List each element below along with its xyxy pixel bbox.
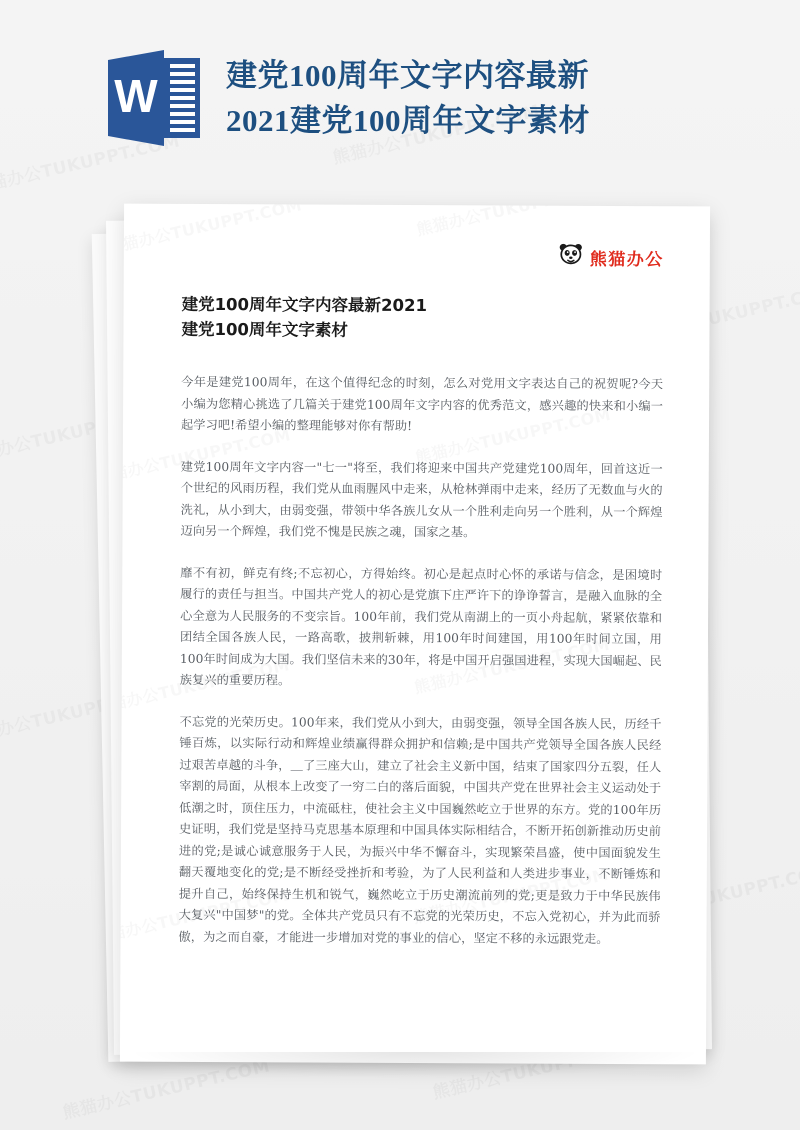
svg-text:W: W [114, 69, 158, 122]
document-heading [181, 292, 663, 344]
document-sheet-front[interactable] [120, 204, 710, 1065]
document-page-content [120, 204, 710, 1065]
brand-logo-label: 熊猫办公 [589, 249, 664, 270]
page-title-line-2: 2021建党100周年文字素材 [226, 102, 590, 138]
document-heading-line-2: 建党100周年文字素材 [181, 319, 348, 340]
page-title-line-1: 建党100周年文字内容最新 [226, 57, 589, 93]
brand-logo [182, 242, 664, 270]
document-body [178, 372, 663, 950]
header-banner [0, 0, 800, 195]
panda-logo-icon [559, 243, 583, 271]
document-paragraph: 今年是建党100周年，在这个值得纪念的时刻，怎么对党用文字表达自己的祝贺呢?今天小编为您精心挑选了几篇关于建党100周年文字内容的优秀范文，感兴趣的快来和小编一起学习吧!希望小编的整理能够对你有帮助! [180, 374, 664, 433]
stack-drop-shadow [135, 1052, 695, 1078]
document-paragraph: 不忘党的光荣历史。100年来，我们党从小到大，由弱变强，领导全国各族人民，历经千锤百炼，以实际行动和辉煌业绩赢得群众拥护和信赖;是中国共产党领导全国各族人民经过艰苦卓越的斗争，＿了三座大山，建立了社会主义新中国，结束了国家四分五裂，任人宰割的局面，从根本上改变了一穷二白的落后面貌，中国共产党在世界社会主义运动处于低潮之时，顶住压力，中流砥柱，使社会主义中国巍然屹立于世界的东方。党的100年历史证明，我们党是坚持马克思基本原理和中国具体实际相结合，不断开拓创新推动历史前进的党;是诚心诚意服务于人民，为振兴中华不懈奋斗，实现繁荣昌盛，使中国面貌发生翻天覆地变化的党;是不断经受挫折和考验，为了人民利益和人类进步事业，不断锤炼和提升自己，始终保持生机和锐气，巍然屹立于历史潮流前列的党;更是致力于中华民族伟大复兴"中国梦"的党。全体共产党员只有不忘党的光荣历史，不忘入党初心，并为此而骄傲，为之而自豪，才能进一步增加对党的事业的信心，坚定不移的永远跟党走。 [178, 714, 662, 946]
header-title-group [226, 53, 590, 143]
document-heading-line-1: 建党100周年文字内容最新2021 [181, 294, 428, 316]
document-paragraph: 靡不有初，鲜克有终;不忘初心，方得始终。初心是起点时心怀的承诺与信念，是困境时履行的责任与担当。中国共产党人的初心是党旗下庄严许下的诤诤誓言，是融入血脉的全心全意为人民服务的不变宗旨。100年前，我们党从南湖上的一页小舟起航，紧紧依靠和团结全国各族人民，一路高歌，披荆斩棘，用100年时间建国，用100年时间立国，用100年时间成为大国。我们坚信未来的30年，将是中国开启强国进程，实现大国崛起、民族复兴的重要历程。 [179, 565, 663, 688]
document-paragraph: 建党100周年文字内容一"七一"将至，我们将迎来中国共产党建党100周年，回首这近一个世纪的风雨历程，我们党从血雨腥风中走来，从枪林弹雨中走来，经历了无数血与火的洗礼，从小到大，由弱变强，带领中华各族儿女从一个胜利走向另一个胜利，从一个辉煌迈向另一个辉煌，我们党不愧是民族之魂，国家之基。 [180, 459, 663, 540]
word-document-icon [108, 50, 200, 146]
